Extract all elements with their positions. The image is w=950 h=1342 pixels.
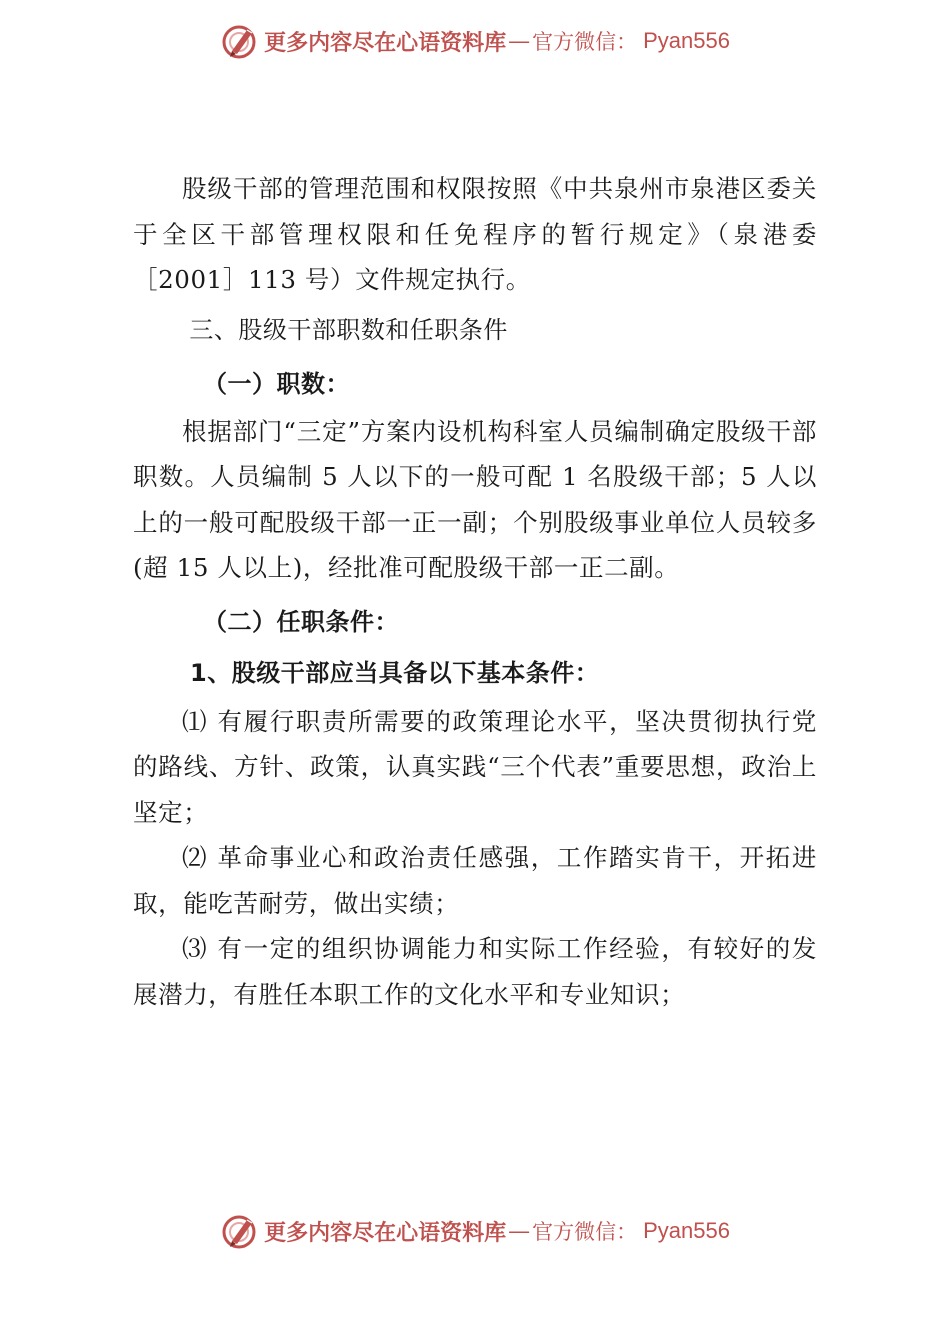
header-banner [0,16,950,66]
banner-wechat-id: Pyan556 [643,1218,730,1243]
banner-dash: — [508,1218,531,1244]
paragraph-management-scope: 股级干部的管理范围和权限按照《中共泉州市泉港区委关于全区干部管理权限和任免程序的暂行规定》（泉港委［2001］113 号）文件规定执行。 [133,174,817,294]
banner-main-text: 更多内容尽在心语资料库 [264,1219,507,1246]
banner-wechat-id: Pyan556 [643,28,730,53]
document-body [133,166,817,1017]
subheading-positions: （一）职数： [203,369,350,398]
paragraph-positions: 根据部门“三定”方案内设机构科室人员编制确定股级干部职数。人员编制 5 人以下的一般可配 1 名股级干部；5 人以上的一般可配股级干部一正一副；个别股级事业单位人员较多(超 15 人以上)，经批准可配股级干部一正二副。 [133,416,817,582]
pen-nib-logo-icon [220,21,260,61]
footer-banner [0,1206,950,1256]
banner-dash: — [508,28,531,54]
banner-wechat-label: 官方微信： [532,30,638,54]
item-basic-conditions-title: 1、股级干部应当具备以下基本条件： [190,658,600,687]
banner-wechat-label: 官方微信： [532,1220,638,1244]
banner-main-text: 更多内容尽在心语资料库 [264,29,507,56]
section-heading-3: 三、股级干部职数和任职条件 [189,315,508,344]
condition-2: ⑵ 革命事业心和政治责任感强，工作踏实肯干，开拓进取，能吃苦耐劳，做出实绩； [133,843,817,918]
condition-1: ⑴ 有履行职责所需要的政策理论水平，坚决贯彻执行党的路线、方针、政策，认真实践“三个代表”重要思想，政治上坚定； [133,706,817,827]
subheading-requirements: （二）任职条件： [203,607,399,636]
condition-3: ⑶ 有一定的组织协调能力和实际工作经验，有较好的发展潜力，有胜任本职工作的文化水平和专业知识； [133,934,817,1009]
pen-nib-logo-icon [220,1211,260,1251]
